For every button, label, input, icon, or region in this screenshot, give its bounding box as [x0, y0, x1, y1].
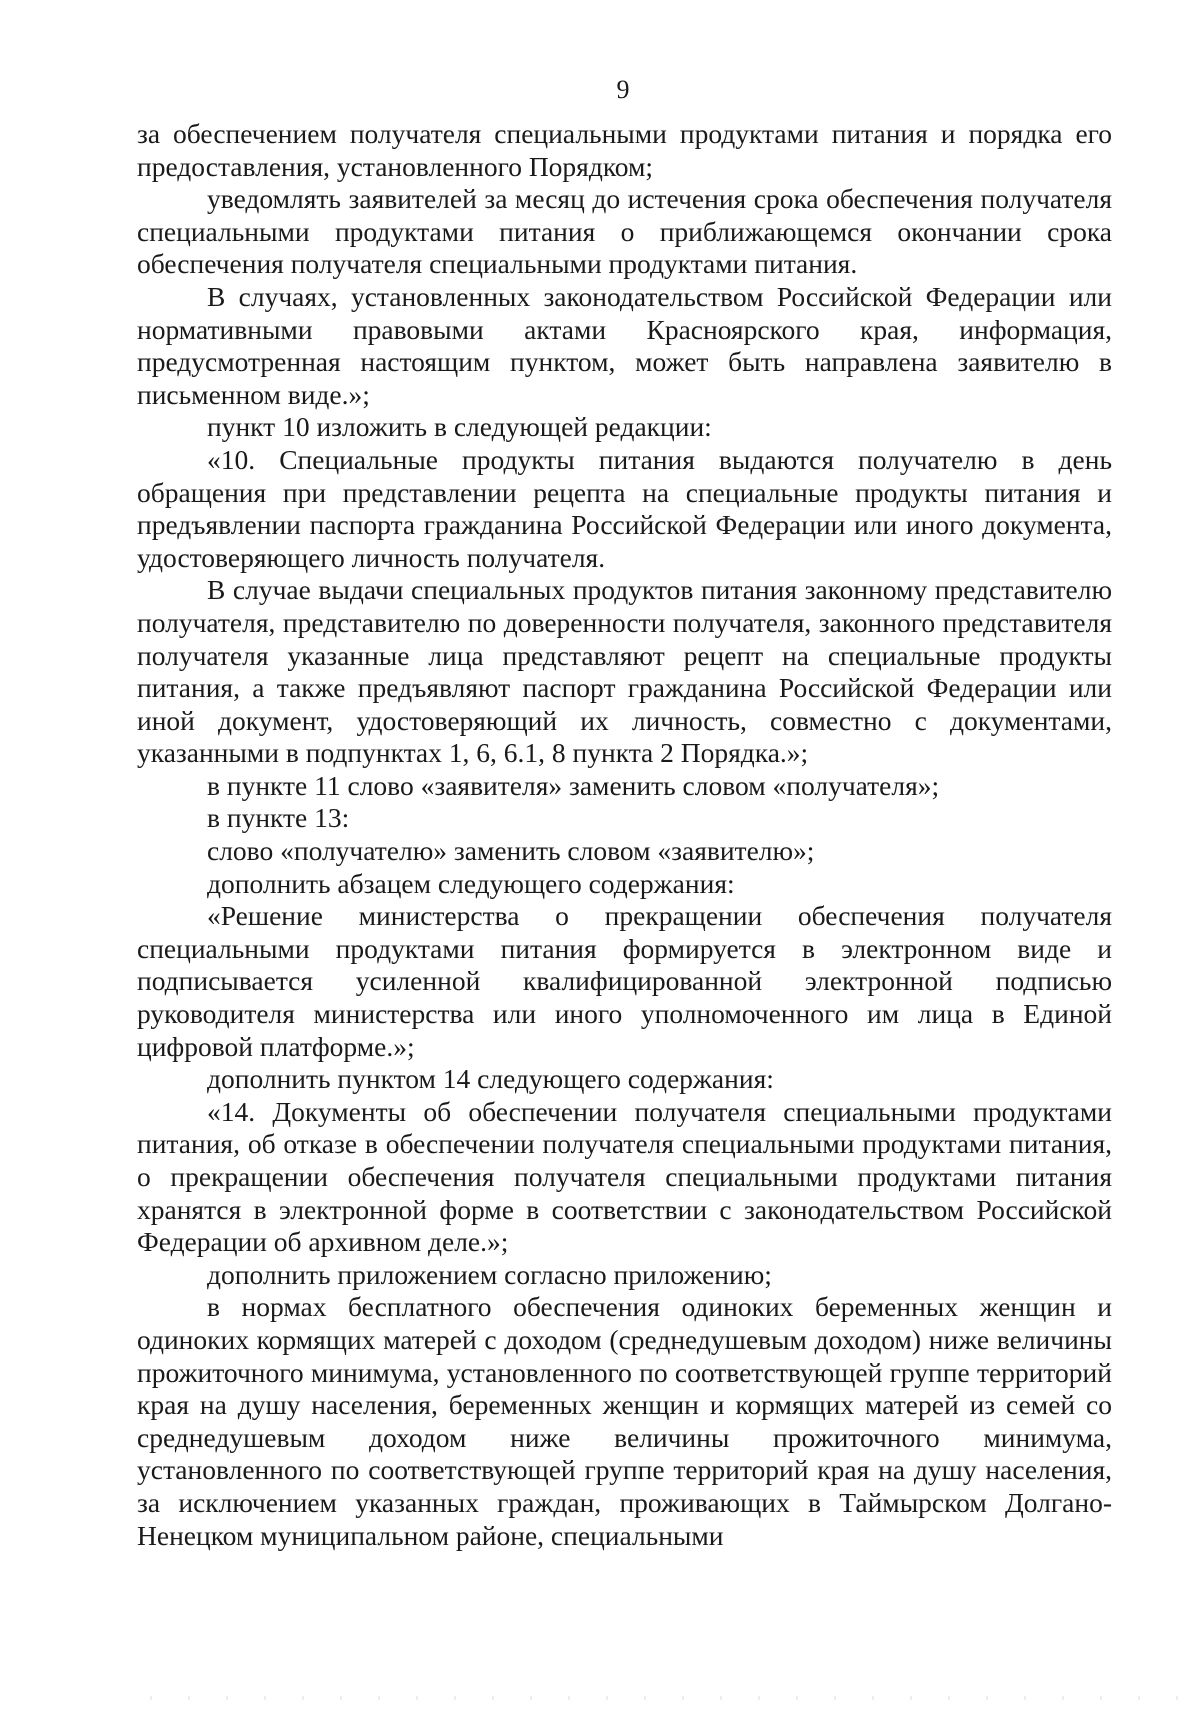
document-body	[137, 118, 1112, 1552]
paragraph-12: дополнить пунктом 14 следующего содержания:	[207, 1063, 774, 1095]
paragraph-13: «14. Документы об обеспечении получателя специальными продуктами питания, об отказе в обеспечении получателя специальными продуктами питания, о прекращении обеспечения получателя специальными продуктами питания хранятся в электронной форме в соответствии с законодательством Российской Федерации об архивном деле.»;	[137, 1095, 1112, 1258]
paragraph-6: В случае выдачи специальных продуктов питания законному представителю получателя, представителю по доверенности получателя, законного представителя получателя указанные лица представляют рецепт на специальные продукты питания, а также предъявляют паспорт гражданина Российской Федерации или иной документ, удостоверяющий их личность, совместно с документами, указанными в подпунктах 1, 6, 6.1, 8 пункта 2 Порядка.»;	[137, 574, 1112, 769]
paragraph-1: за обеспечением получателя специальными продуктами питания и порядка его предоставления, установленного Порядком;	[137, 118, 1112, 182]
paragraph-8: в пункте 13:	[207, 802, 350, 834]
paragraph-14: дополнить приложением согласно приложению;	[207, 1258, 772, 1290]
page-number: 9	[616, 75, 630, 104]
paragraph-11: «Решение министерства о прекращении обеспечения получателя специальными продуктами питания формируется в электронном виде и подписывается усиленной квалифицированной электронной подписью руководителя министерства или иного уполномоченного им лица в Единой цифровой платформе.»;	[137, 900, 1112, 1062]
scan-noise	[150, 1696, 1200, 1700]
paragraph-7: в пункте 11 слово «заявителя» заменить словом «получателя»;	[207, 769, 940, 801]
paragraph-5: «10. Специальные продукты питания выдаются получателю в день обращения при представлении рецепта на специальные продукты питания и предъявлении паспорта гражданина Российской Федерации или иного документа, удостоверяющего личность получателя.	[137, 443, 1112, 573]
paragraph-9: слово «получателю» заменить словом «заявителю»;	[207, 835, 815, 867]
paragraph-3: В случаях, установленных законодательством Российской Федерации или нормативными правовыми актами Красноярского края, информация, предусмотренная настоящим пунктом, может быть направлена заявителю в письменном виде.»;	[137, 280, 1112, 410]
paragraph-4: пункт 10 изложить в следующей редакции:	[207, 411, 712, 443]
paragraph-10: дополнить абзацем следующего содержания:	[207, 867, 735, 899]
paragraph-2: уведомлять заявителей за месяц до истечения срока обеспечения получателя специальными продуктами питания о приближающемся окончании срока обеспечения получателя специальными продуктами питания.	[137, 183, 1112, 280]
paragraph-15: в нормах бесплатного обеспечения одиноких беременных женщин и одиноких кормящих матерей с доходом (среднедушевым доходом) ниже величины прожиточного минимума, установленного по соответствующей группе территорий края на душу населения, беременных женщин и кормящих матерей из семей со среднедушевым доходом ниже величины прожиточного минимума, установленного по соответствующей группе территорий края на душу населения, за исключением указанных граждан, проживающих в Таймырском Долгано-Ненецком муниципальном районе, специальными	[137, 1291, 1112, 1551]
